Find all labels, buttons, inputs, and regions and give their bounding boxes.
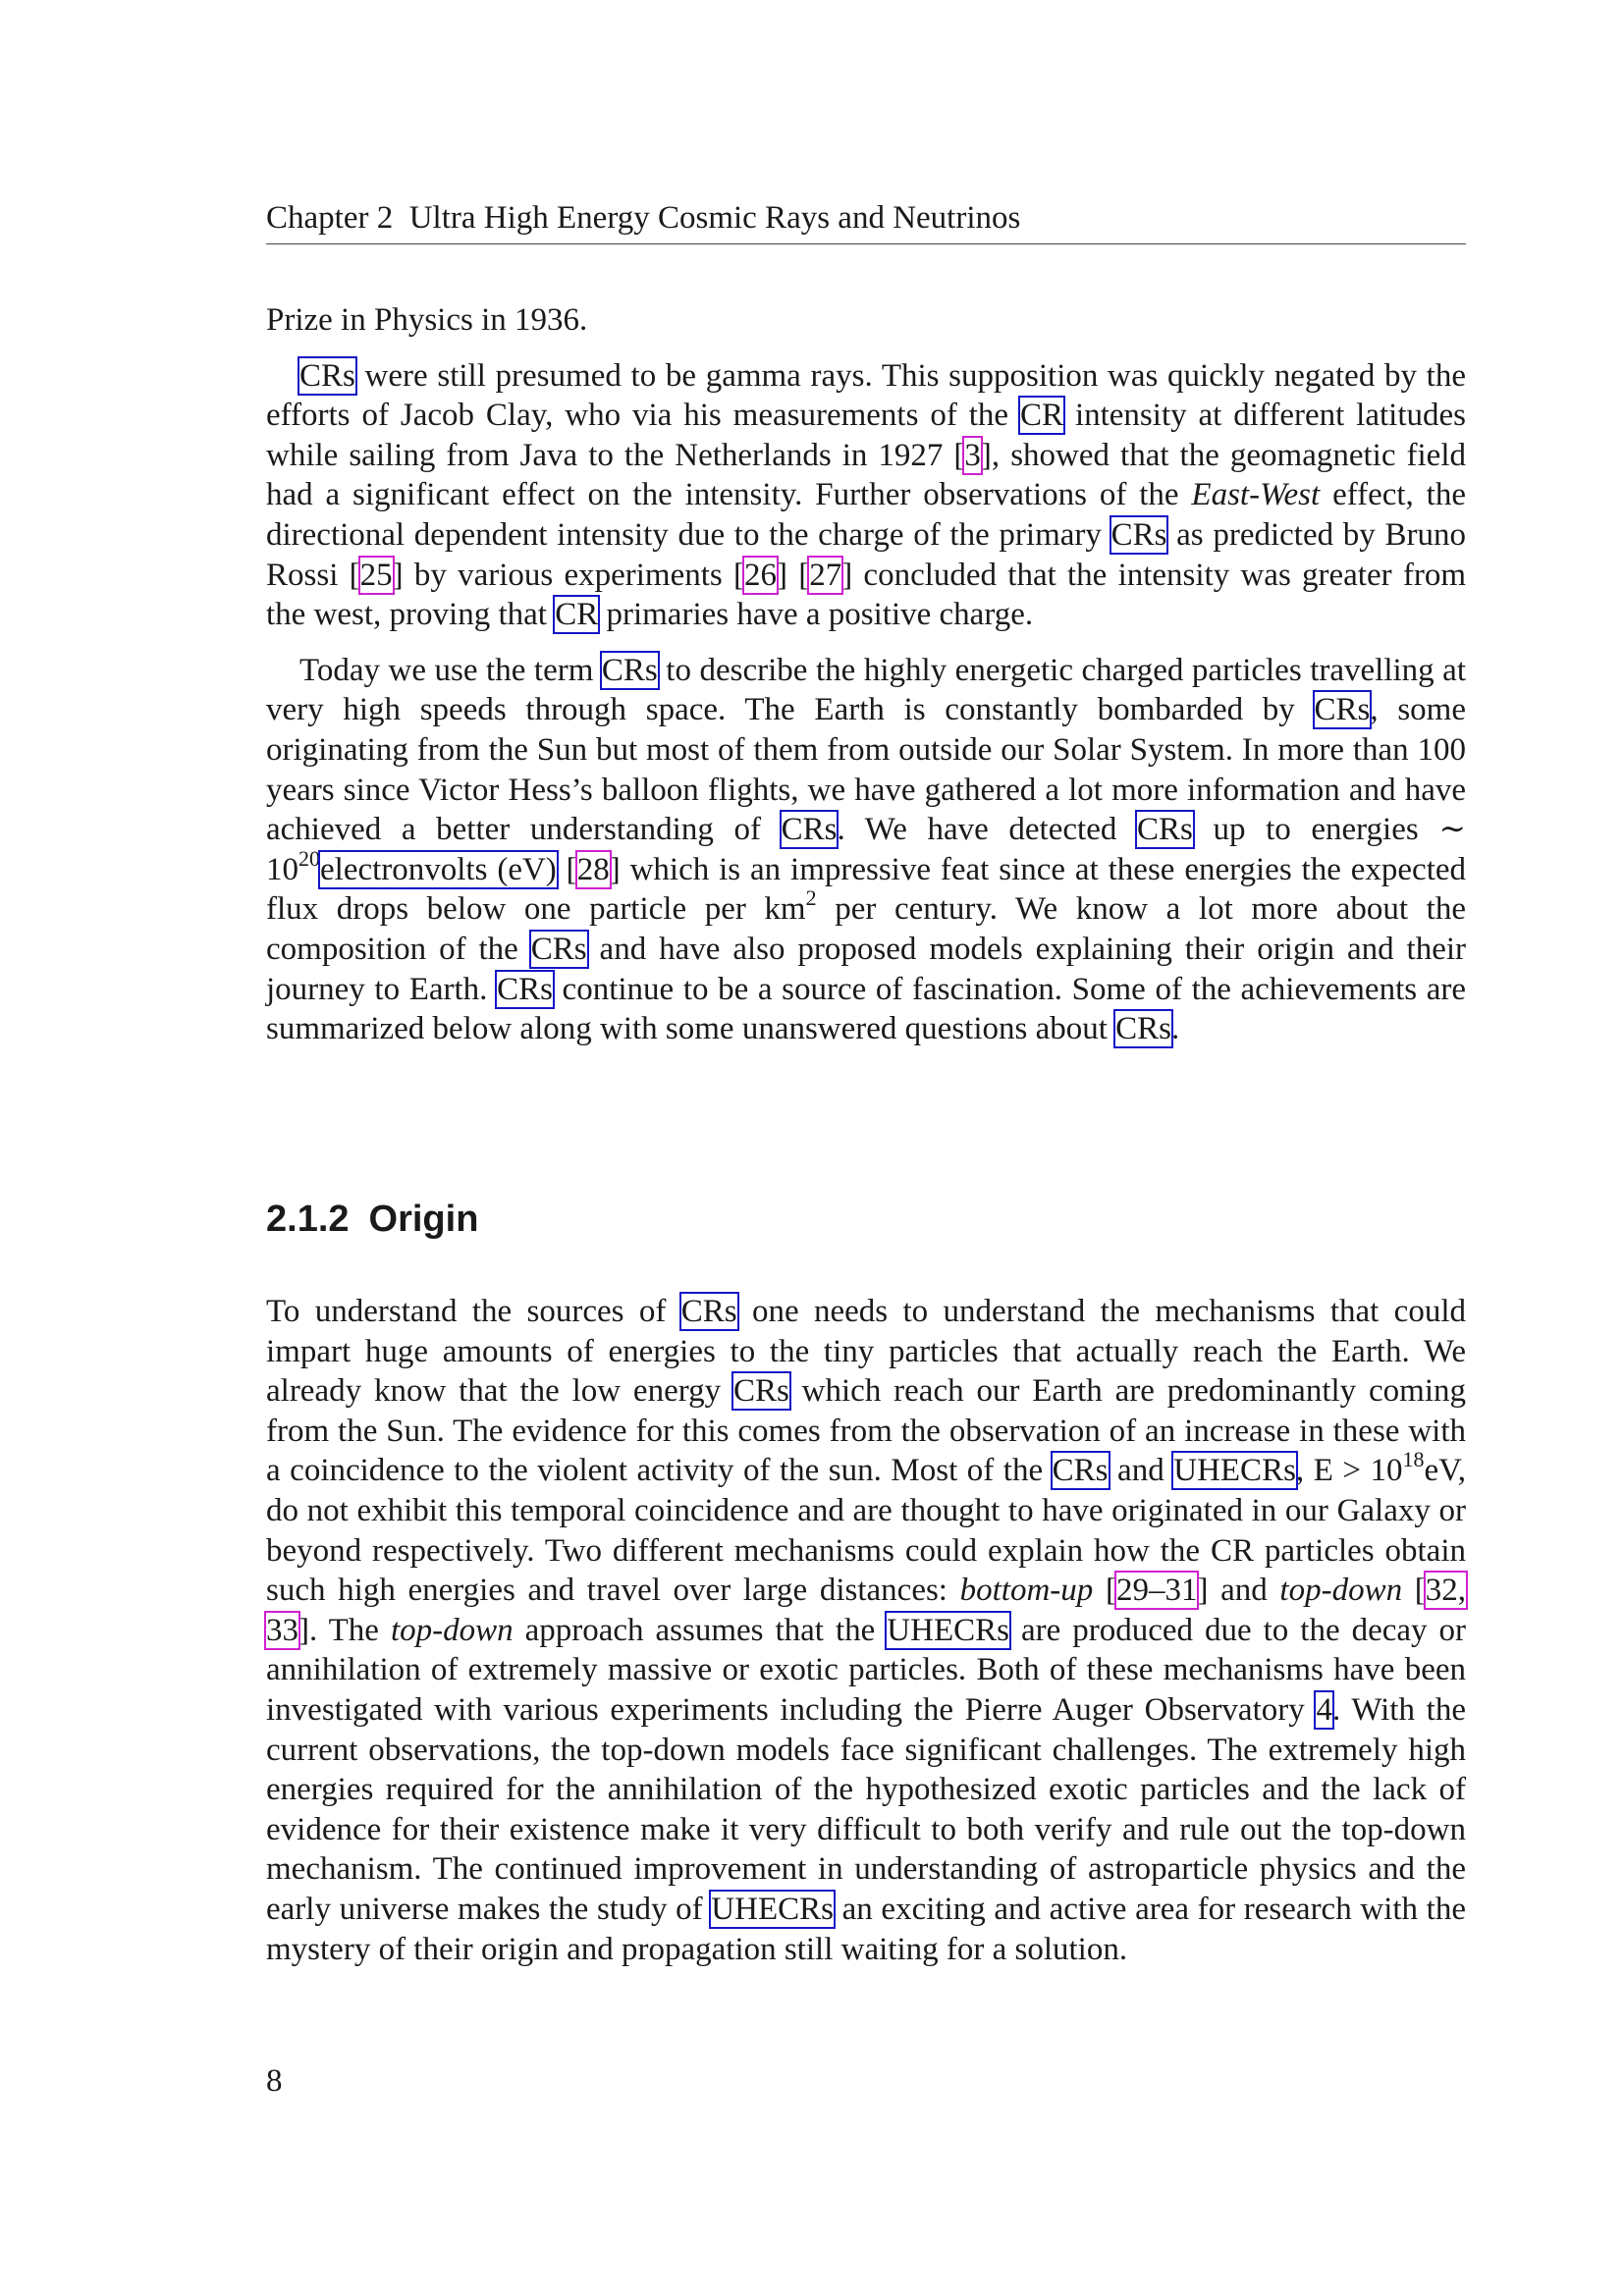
acronym-link[interactable]: CRs — [299, 357, 355, 394]
text-run: and — [1108, 1453, 1174, 1489]
superscript: 20 — [298, 845, 320, 871]
figure-ref-link[interactable]: 4 — [1316, 1691, 1332, 1728]
text-run: To understand the sources of — [266, 1294, 681, 1329]
acronym-link[interactable]: CR — [1020, 398, 1064, 434]
section-number: 2.1.2 — [266, 1199, 350, 1240]
text-run: intensity at different latitudes while sailing from Java to the Netherlands in 1927 [ — [266, 398, 1466, 473]
italic-text: East-West — [1191, 477, 1321, 513]
citation-link[interactable]: 28 — [576, 851, 610, 887]
text-run: . With the current observations, the top-down models face significant challenges. The extremely high energies required for the annihilation of the hypothesized exotic particles and the lack of evidence for their existence make it very difficult to both verify and rule out the top-down mechanism. The continued improvement in understanding of astroparticle physics and the early universe makes the study of — [266, 1691, 1466, 1927]
italic-text: top-down — [1279, 1573, 1403, 1609]
citation-link[interactable]: 27 — [809, 557, 842, 593]
superscript: 2 — [805, 885, 817, 911]
acronym-link[interactable]: electronvolts (eV) — [320, 851, 557, 887]
text-run: primaries have a positive charge. — [598, 597, 1034, 633]
body-lower — [266, 1292, 1466, 1969]
text-run: per century. We know a lot more about the composition of the — [266, 891, 1466, 967]
text-run: ] which is an impressive feat since at these energies the expected flux drops below one particle per km — [266, 851, 1467, 928]
citation-link[interactable]: 3 — [964, 437, 981, 473]
acronym-link[interactable]: CRs — [1136, 812, 1193, 848]
text-run: [ — [1093, 1573, 1116, 1609]
text-run: were still presumed to be gamma rays. This supposition was quickly negated by the efforts of Jacob Clay, who via his measurements of the — [266, 357, 1466, 434]
text-run: continue to be a source of fascination. Some of the achievements are summarized below along with some unanswered questions about — [266, 971, 1466, 1047]
text-run: as predicted by Bruno Rossi [ — [266, 516, 1466, 593]
text-run: ] and — [1197, 1573, 1280, 1609]
acronym-link[interactable]: UHECRs — [887, 1612, 1009, 1648]
superscript: 18 — [1402, 1447, 1425, 1472]
text-run: an exciting and active area for research with the mystery of their origin and propagation still waiting for a solution. — [266, 1891, 1466, 1967]
acronym-link[interactable]: CRs — [1110, 516, 1167, 553]
acronym-link[interactable]: CRs — [732, 1373, 789, 1410]
text-run: are produced due to the decay or annihilation of extremely massive or exotic particles. Both of these mechanisms have been investigated with various experiments including the Pierre Auger Observatory — [266, 1612, 1467, 1728]
citation-link[interactable]: 32, 33 — [266, 1573, 1466, 1648]
text-run: which reach our Earth are predominantly coming from the Sun. The evidence for this comes from the observation of an increase in these with a coincidence to the violent activity of the sun. Most of the — [266, 1373, 1466, 1489]
section-heading — [266, 1196, 478, 1243]
acronym-link[interactable]: CRs — [1115, 1011, 1172, 1047]
text-run: up to energies ∼ 10 — [266, 812, 1466, 887]
text-run: Today we use the term — [299, 652, 602, 688]
text-run: ]. The — [298, 1612, 391, 1648]
text-run: Prize in Physics in 1936. — [266, 302, 588, 338]
acronym-link[interactable]: CRs — [497, 971, 553, 1007]
acronym-link[interactable]: CRs — [530, 931, 587, 967]
citation-link[interactable]: 29–31 — [1115, 1573, 1198, 1609]
text-run: to describe the highly energetic charged particles travelling at very high speeds through space. The Earth is constantly bombarded by — [266, 652, 1466, 728]
text-run: one needs to understand the mechanisms that could impart huge amounts of energies to the tiny particles that actually reach the Earth. We already know that the low energy — [266, 1294, 1466, 1410]
text-run: eV, do not exhibit this temporal coincidence and are thought to have originated in our Galaxy or beyond respectively. Two different mechanisms could explain how the CR particles obtain such high energies and travel over large distances: — [266, 1453, 1466, 1609]
text-run: ] concluded that the intensity was greater from the west, proving that — [266, 557, 1467, 633]
text-run: and have also proposed models explaining their origin and their journey to Earth. — [266, 931, 1467, 1007]
text-run: , E > 10 — [1295, 1453, 1403, 1489]
acronym-link[interactable]: UHECRs — [711, 1891, 834, 1927]
citation-link[interactable]: 26 — [743, 557, 777, 593]
text-run: ], showed that the geomagnetic field had a significant effect on the intensity. Further observations of the — [266, 437, 1466, 513]
text-run: [ — [1402, 1573, 1426, 1609]
acronym-link[interactable]: CRs — [601, 652, 658, 688]
running-header — [266, 196, 1466, 244]
acronym-link[interactable]: CR — [555, 597, 599, 633]
paragraph-continuation — [266, 300, 1466, 341]
acronym-link[interactable]: UHECRs — [1173, 1453, 1296, 1489]
text-run: effect, the directional dependent intensity due to the charge of the primary — [266, 477, 1466, 553]
text-run: ] by various experiments [ — [392, 557, 744, 593]
paragraph-cr-history — [266, 356, 1466, 635]
acronym-link[interactable]: CRs — [1314, 692, 1371, 728]
italic-text: bottom-up — [959, 1573, 1094, 1609]
text-run: . — [1171, 1011, 1180, 1047]
text-run: approach assumes that the — [513, 1612, 888, 1648]
italic-text: top-down — [390, 1612, 514, 1648]
acronym-link[interactable]: CRs — [1052, 1453, 1109, 1489]
text-run: , some originating from the Sun but most of them from outside our Solar System. In more than 100 years since Victor Hess’s balloon flights, we have gathered a lot more information and have achieved a better understanding of — [266, 692, 1466, 848]
text-run: [ — [556, 851, 577, 887]
chapter-label: Chapter 2 — [266, 200, 394, 236]
citation-link[interactable]: 25 — [359, 557, 393, 593]
page-number: 8 — [266, 2063, 283, 2099]
acronym-link[interactable]: CRs — [680, 1294, 737, 1329]
acronym-link[interactable]: CRs — [781, 812, 838, 848]
paragraph-origin — [266, 1292, 1466, 1969]
body-upper — [266, 300, 1466, 1049]
paragraph-cr-today — [266, 651, 1466, 1049]
section-title: Origin — [368, 1199, 479, 1240]
text-run: ] [ — [776, 557, 810, 593]
text-run: . We have detected — [837, 812, 1137, 848]
chapter-title: Ultra High Energy Cosmic Rays and Neutrinos — [408, 200, 1021, 236]
